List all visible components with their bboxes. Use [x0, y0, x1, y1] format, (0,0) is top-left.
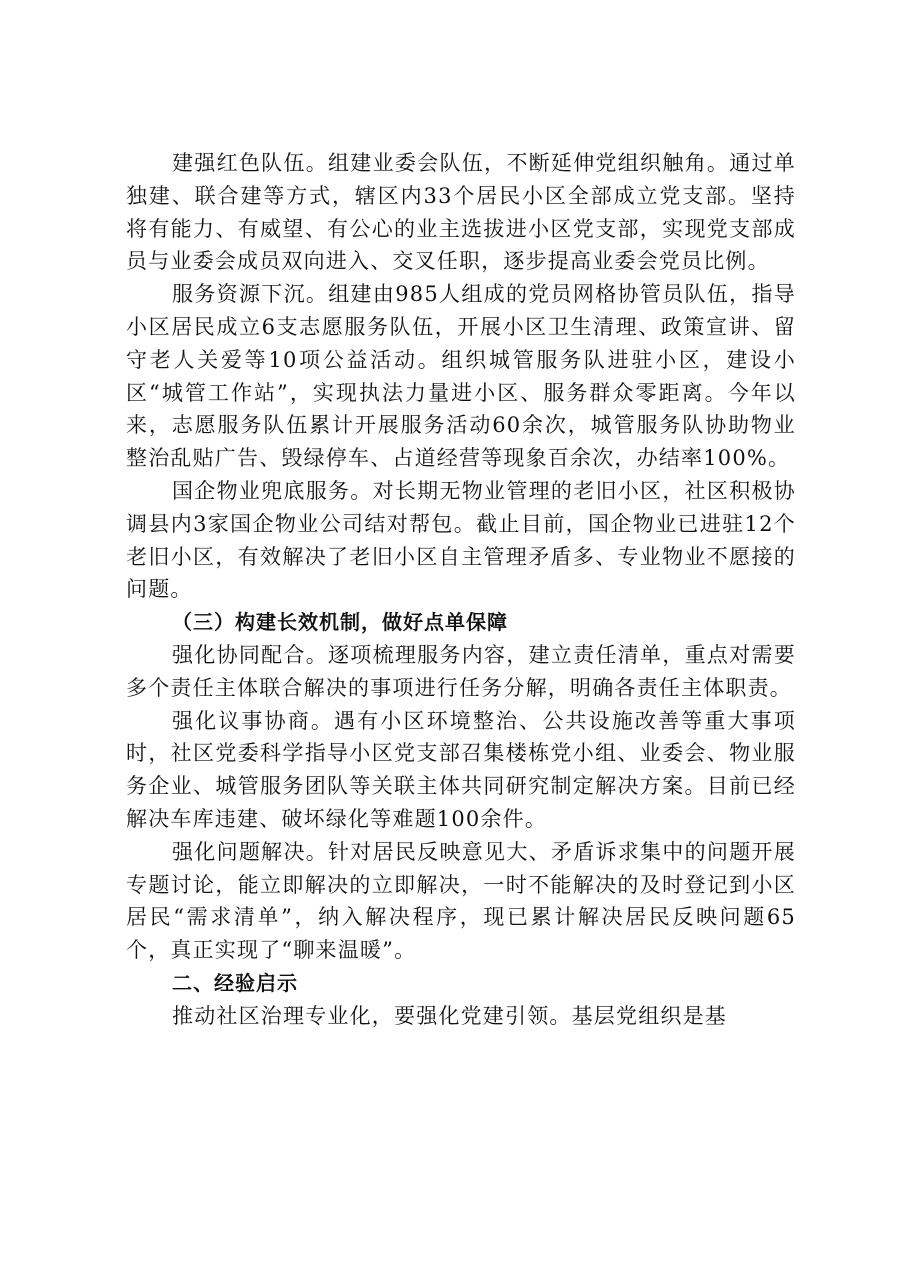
paragraph-party-leadership: 推动社区治理专业化，要强化党建引领。基层党组织是基 [172, 1003, 727, 1028]
document-body [126, 147, 796, 1033]
section-heading-experience: 二、经验启示 [172, 970, 298, 995]
paragraph-problem-solving: 强化问题解决。针对居民反映意见大、矛盾诉求集中的问题开展专题讨论，能立即解决的立即解决，一时不能解决的及时登记到小区居民“需求清单”，纳入解决程序，现已累计解决居民反映问题65个，真正实现了“聊来温暖”。 [126, 839, 796, 963]
paragraph-soe-property: 国企物业兜底服务。对长期无物业管理的老旧小区，社区积极协调县内3家国企物业公司结对帮包。截止目前，国企物业已进驻12个老旧小区，有效解决了老旧小区自主管理矛盾多、专业物业不愿接的问题。 [126, 478, 796, 602]
paragraph-coordination: 强化协同配合。逐项梳理服务内容，建立责任清单，重点对需要多个责任主体联合解决的事项进行任务分解，明确各责任主体职责。 [126, 642, 796, 700]
subheading-long-term-mechanism: （三）构建长效机制，做好点单保障 [172, 610, 508, 635]
paragraph-red-team: 建强红色队伍。组建业委会队伍，不断延伸党组织触角。通过单独建、联合建等方式，辖区内33个居民小区全部成立党支部。坚持将有能力、有威望、有公心的业主选拔进小区党支部，实现党支部成员与业委会成员双向进入、交叉任职，逐步提高业委会党员比例。 [126, 151, 796, 274]
paragraph-consultation: 强化议事协商。遇有小区环境整治、公共设施改善等重大事项时，社区党委科学指导小区党支部召集楼栋党小组、业委会、物业服务企业、城管服务团队等关联主体共同研究制定解决方案。目前已经解决车库违建、破坏绿化等难题100余件。 [126, 708, 796, 831]
paragraph-service-resources: 服务资源下沉。组建由985人组成的党员网格协管员队伍，指导小区居民成立6支志愿服务队伍，开展小区卫生清理、政策宣讲、留守老人关爱等10项公益活动。组织城管服务队进驻小区，建设小区“城管工作站”，实现执法力量进小区、服务群众零距离。今年以来，志愿服务队伍累计开展服务活动60余次，城管服务队协助物业整治乱贴广告、毁绿停车、占道经营等现象百余次，办结率100%。 [126, 282, 796, 471]
